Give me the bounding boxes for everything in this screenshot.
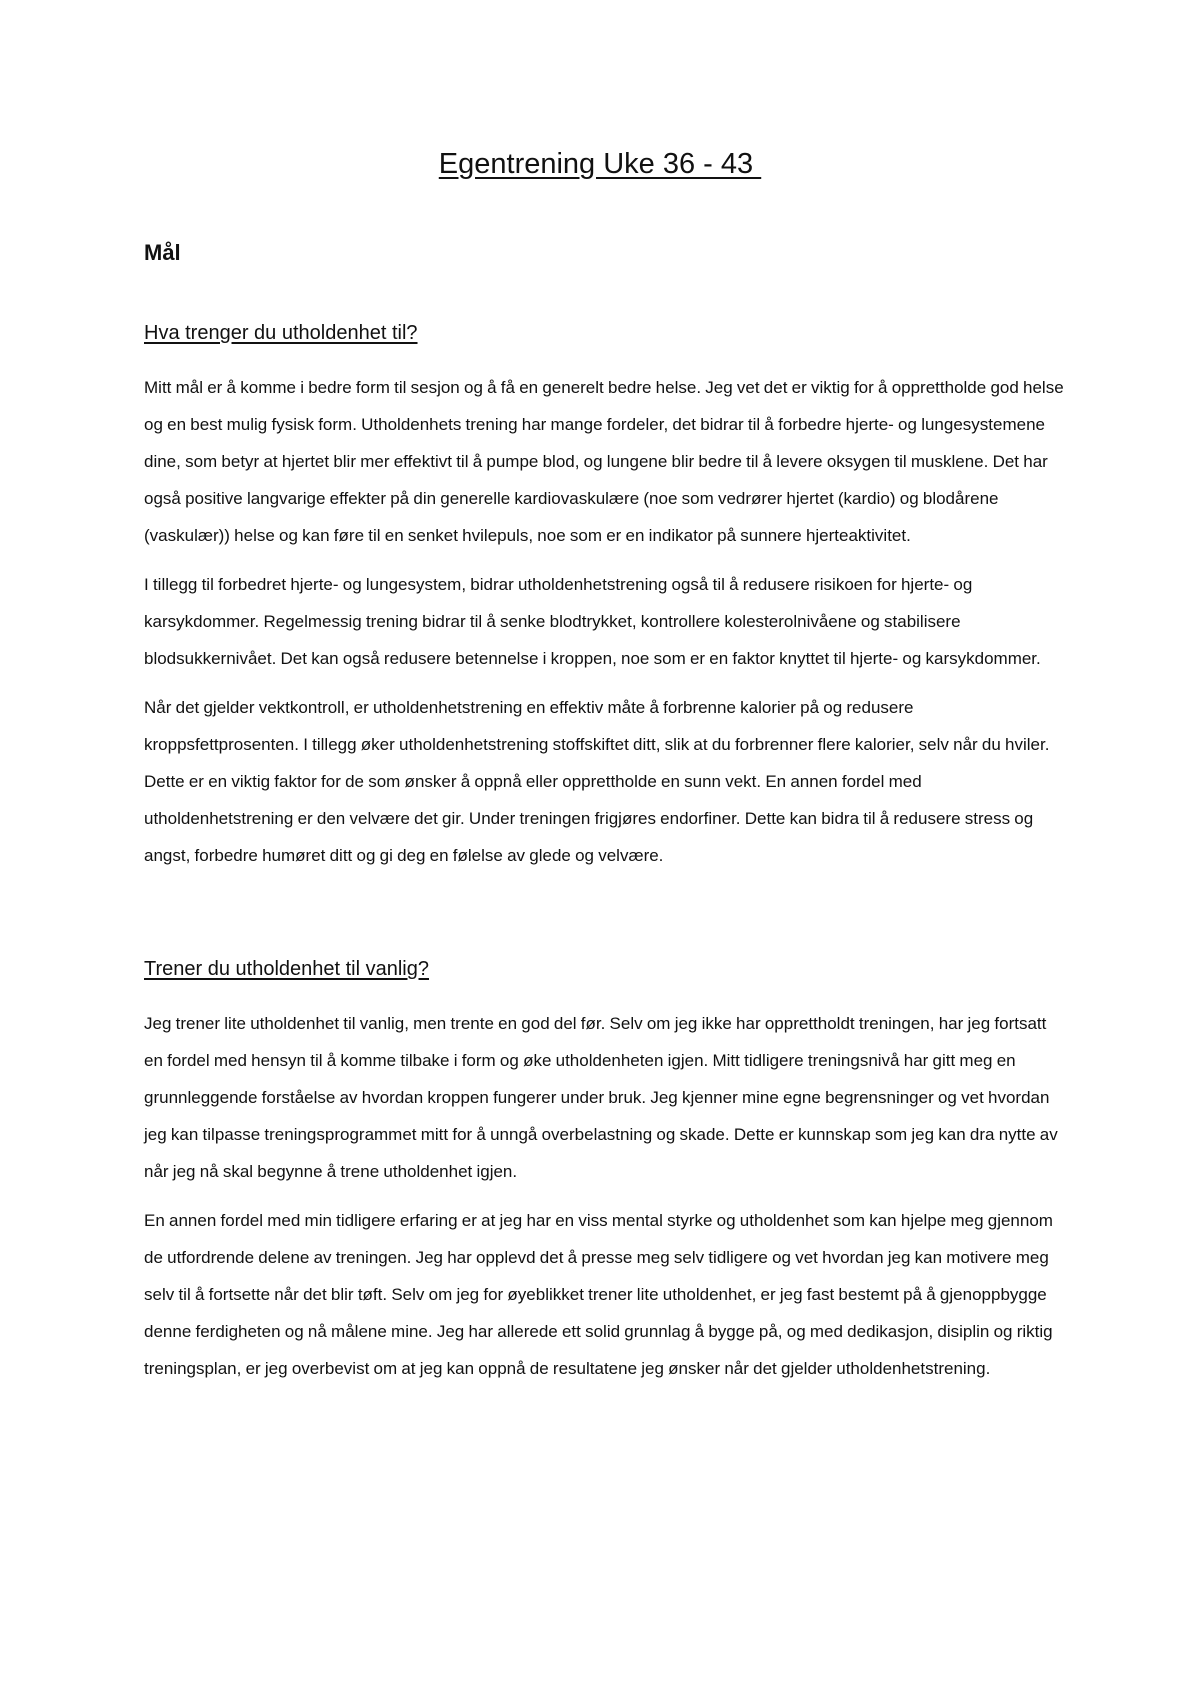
section-train-regularly [144,958,1064,1387]
section-why-endurance [144,322,1064,874]
document-title: Egentrening Uke 36 - 43 [438,148,762,180]
document-body [144,240,1064,1387]
section-heading: Hva trenger du utholdenhet til? [144,322,418,344]
paragraph: Når det gjelder vektkontroll, er utholdenhetstrening en effektiv måte å forbrenne kalorier på og redusere kroppsfettprosenten. I tillegg øker utholdenhetstrening stoffskiftet ditt, slik at du forbrenner flere kalorier, selv når du hviler. Dette er en viktig faktor for de som ønsker å oppnå eller opprettholde en sunn vekt. En annen fordel med utholdenhetstrening er den velvære det gir. Under treningen frigjøres endorfiner. Dette kan bidra til å redusere stress og angst, forbedre humøret ditt og gi deg en følelse av glede og velvære. [144,698,1050,865]
paragraph: I tillegg til forbedret hjerte- og lungesystem, bidrar utholdenhetstrening også til å redusere risikoen for hjerte- og karsykdommer. Regelmessig trening bidrar til å senke blodtrykket, kontrollere kolesterolnivåene og stabilisere blodsukkernivået. Det kan også redusere betennelse i kroppen, noe som er en faktor knyttet til hjerte- og karsykdommer. [144,575,1041,668]
paragraph: Mitt mål er å komme i bedre form til sesjon og å få en generelt bedre helse. Jeg vet det er viktig for å opprettholde god helse og en best mulig fysisk form. Utholdenhets trening har mange fordeler, det bidrar til å forbedre hjerte- og lungesystemene dine, som betyr at hjertet blir mer effektivt til å pumpe blod, og lungene blir bedre til å levere oksygen til musklene. Det har også positive langvarige effekter på din generelle kardiovaskulære (noe som vedrører hjertet (kardio) og blodårene (vaskulær)) helse og kan føre til en senket hvilepuls, noe som er en indikator på sunnere hjerteaktivitet. [144,378,1064,545]
paragraph: Jeg trener lite utholdenhet til vanlig, men trente en god del før. Selv om jeg ikke har opprettholdt treningen, har jeg fortsatt en fordel med hensyn til å komme tilbake i form og øke utholdenheten igjen. Mitt tidligere treningsnivå har gitt meg en grunnleggende forståelse av hvordan kroppen fungerer under bruk. Jeg kjenner mine egne begrensninger og vet hvordan jeg kan tilpasse treningsprogrammet mitt for å unngå overbelastning og skade. Dette er kunnskap som jeg kan dra nytte av når jeg nå skal begynne å trene utholdenhet igjen. [144,1014,1058,1181]
section-heading: Trener du utholdenhet til vanlig? [144,958,429,980]
goal-heading: Mål [144,240,181,265]
paragraph: En annen fordel med min tidligere erfaring er at jeg har en viss mental styrke og utholdenhet som kan hjelpe meg gjennom de utfordrende delene av treningen. Jeg har opplevd det å presse meg selv tidligere og vet hvordan jeg kan motivere meg selv til å fortsette når det blir tøft. Selv om jeg for øyeblikket trener lite utholdenhet, er jeg fast bestemt på å gjenoppbygge denne ferdigheten og nå målene mine. Jeg har allerede ett solid grunnlag å bygge på, og med dedikasjon, disiplin og riktig treningsplan, er jeg overbevist om at jeg kan oppnå de resultatene jeg ønsker når det gjelder utholdenhetstrening. [144,1211,1053,1378]
